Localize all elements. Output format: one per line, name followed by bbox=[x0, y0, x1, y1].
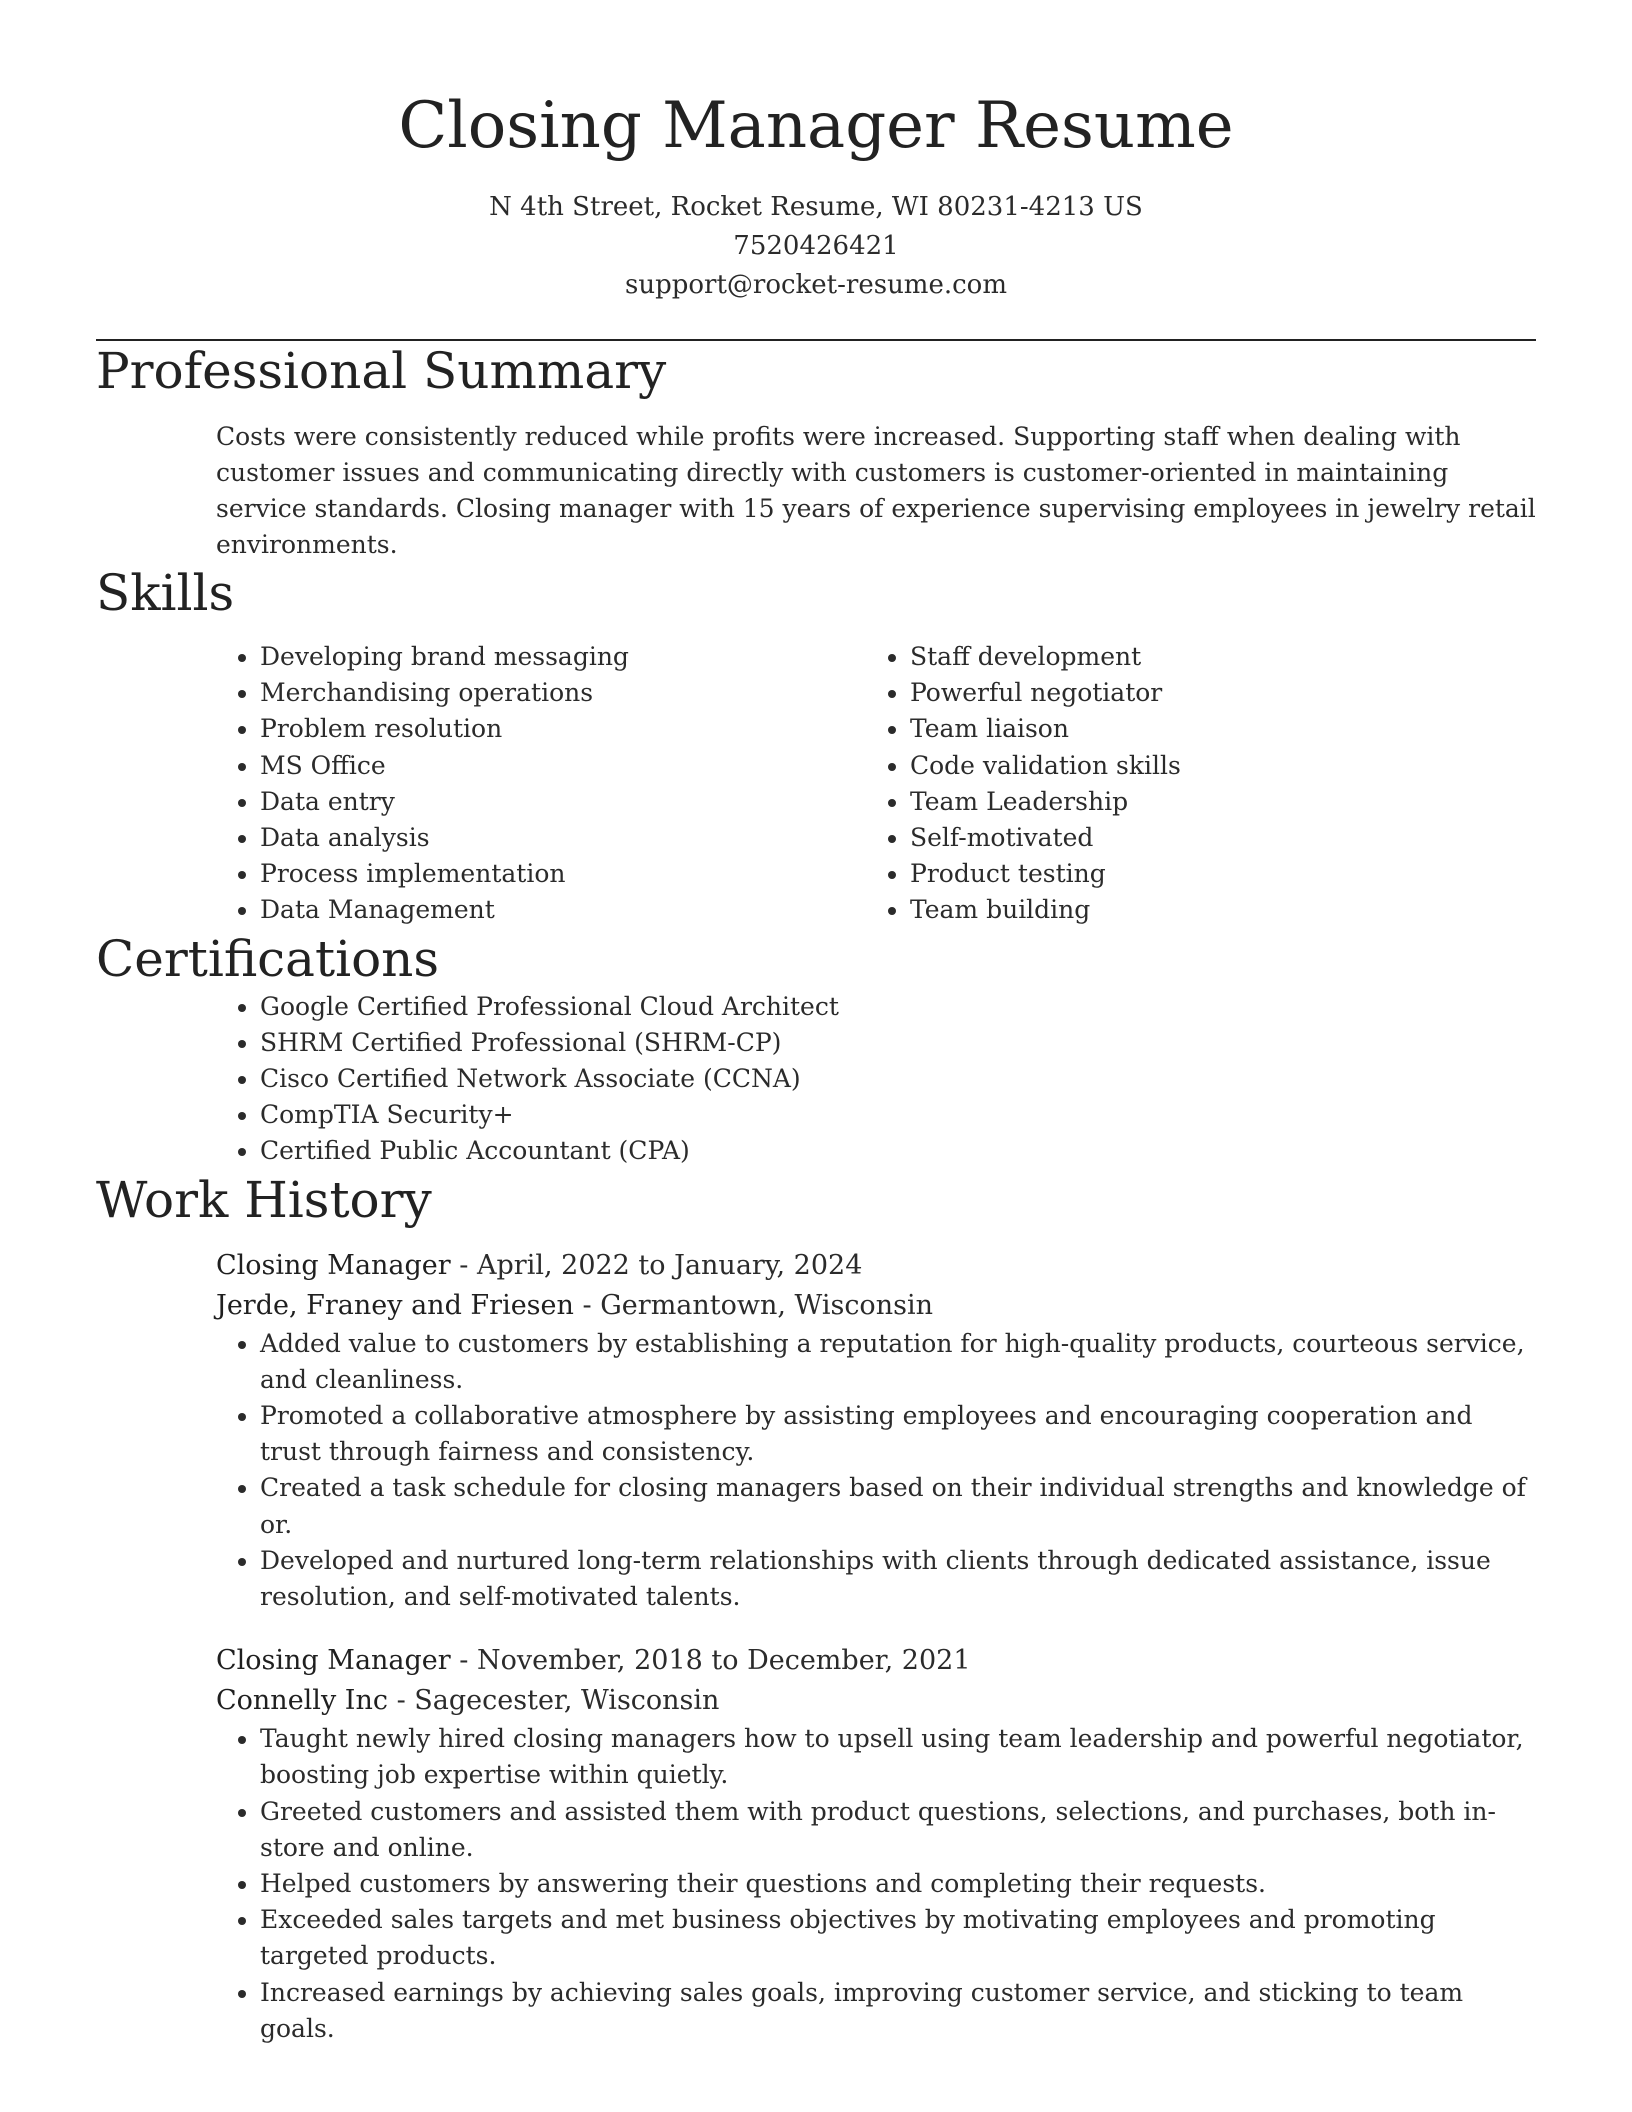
skills-heading: Skills bbox=[96, 564, 235, 622]
resume-title: Closing Manager Resume bbox=[398, 89, 1234, 163]
job-role-line bbox=[216, 1246, 1536, 1286]
job-bullets bbox=[216, 1326, 1536, 1616]
job-separator: - bbox=[582, 1289, 601, 1321]
contact-block bbox=[96, 188, 1536, 305]
skill-item: • Data entry bbox=[260, 784, 746, 820]
job-entry bbox=[216, 1246, 1536, 1616]
skill-item: • Product testing bbox=[910, 856, 1181, 892]
skill-item: • Problem resolution bbox=[260, 711, 746, 747]
job-role-line bbox=[216, 1641, 1536, 1681]
job-bullet: • Helped customers by answering their questions and completing their requests. bbox=[260, 1866, 1536, 1902]
summary-text: Costs were consistently reduced while profits were increased. Supporting staff when dealing with customer issues and communicating directly with customers is customer-oriented in maintaining service standards. Closing manager with 15 years of experience supervising employees in jewelry retail environments. bbox=[216, 422, 1536, 559]
job-bullet: • Greeted customers and assisted them with product questions, selections, and purchases, both in-store and online. bbox=[260, 1794, 1536, 1866]
job-bullet: • Created a task schedule for closing managers based on their individual strengths and knowledge of or. bbox=[260, 1470, 1536, 1542]
job-bullet: • Taught newly hired closing managers how to upsell using team leadership and powerful negotiator, boosting job expertise within quietly. bbox=[260, 1721, 1536, 1793]
job-bullet: • Promoted a collaborative atmosphere by assisting employees and encouraging cooperation and trust through fairness and consistency. bbox=[260, 1398, 1536, 1470]
job-entry bbox=[216, 1641, 1536, 2047]
skill-item: • Team Leadership bbox=[910, 784, 1181, 820]
certification-item: • Google Certified Professional Cloud Architect bbox=[260, 989, 1536, 1025]
job-company-line bbox=[216, 1286, 1536, 1326]
skill-item: • MS Office bbox=[260, 748, 746, 784]
certification-item: • CompTIA Security+ bbox=[260, 1097, 1536, 1133]
skill-item: • Merchandising operations bbox=[260, 675, 746, 711]
phone-text: 7520426421 bbox=[733, 231, 899, 261]
summary-heading: Professional Summary bbox=[96, 342, 667, 400]
address-text: N 4th Street, Rocket Resume, WI 80231-4213 US bbox=[489, 192, 1143, 222]
skills-list-right bbox=[910, 639, 1181, 929]
skill-item: • Team building bbox=[910, 892, 1181, 928]
skill-item: • Code validation skills bbox=[910, 748, 1181, 784]
job-company: Connelly Inc bbox=[216, 1685, 388, 1717]
skill-item: • Developing brand messaging bbox=[260, 639, 746, 675]
job-role: Closing Manager bbox=[216, 1249, 451, 1281]
certification-item: • Certified Public Accountant (CPA) bbox=[260, 1133, 1536, 1169]
email-text: support@rocket-resume.com bbox=[624, 270, 1007, 300]
job-separator: - bbox=[396, 1685, 415, 1717]
job-dates: April, 2022 to January, 2024 bbox=[477, 1249, 863, 1281]
skill-item: • Process implementation bbox=[260, 856, 746, 892]
job-separator: - bbox=[459, 1645, 478, 1677]
job-company-line bbox=[216, 1681, 1536, 1721]
job-bullet: • Exceeded sales targets and met business objectives by motivating employees and promoting targeted products. bbox=[260, 1902, 1536, 1974]
job-location: Sagecester, Wisconsin bbox=[414, 1685, 720, 1717]
certification-item: • SHRM Certified Professional (SHRM-CP) bbox=[260, 1025, 1536, 1061]
skills-columns bbox=[96, 639, 1536, 929]
skills-list-left bbox=[96, 639, 746, 929]
skill-item: • Self-motivated bbox=[910, 820, 1181, 856]
job-location: Germantown, Wisconsin bbox=[600, 1289, 933, 1321]
certifications-list bbox=[96, 989, 1536, 1170]
job-bullet: • Added value to customers by establishing a reputation for high-quality products, courteous service, and cleanliness. bbox=[260, 1326, 1536, 1398]
skill-item: • Team liaison bbox=[910, 711, 1181, 747]
job-bullet: • Developed and nurtured long-term relationships with clients through dedicated assistance, issue resolution, and self-motivated talents. bbox=[260, 1543, 1536, 1615]
skill-item: • Data analysis bbox=[260, 820, 746, 856]
work-history-heading: Work History bbox=[96, 1170, 432, 1229]
skill-item: • Powerful negotiator bbox=[910, 675, 1181, 711]
job-company: Jerde, Franey and Friesen bbox=[216, 1289, 574, 1321]
certification-item: • Cisco Certified Network Associate (CCNA) bbox=[260, 1061, 1536, 1097]
job-bullet: • Increased earnings by achieving sales goals, improving customer service, and sticking to team goals. bbox=[260, 1975, 1536, 2047]
job-dates: November, 2018 to December, 2021 bbox=[477, 1645, 971, 1677]
job-bullets bbox=[216, 1721, 1536, 2047]
job-role: Closing Manager bbox=[216, 1645, 451, 1677]
skill-item: • Staff development bbox=[910, 639, 1181, 675]
certifications-heading: Certifications bbox=[96, 929, 440, 988]
resume-page bbox=[96, 0, 1536, 2047]
job-separator: - bbox=[459, 1249, 478, 1281]
skill-item: • Data Management bbox=[260, 892, 746, 928]
resume-header bbox=[96, 0, 1536, 305]
